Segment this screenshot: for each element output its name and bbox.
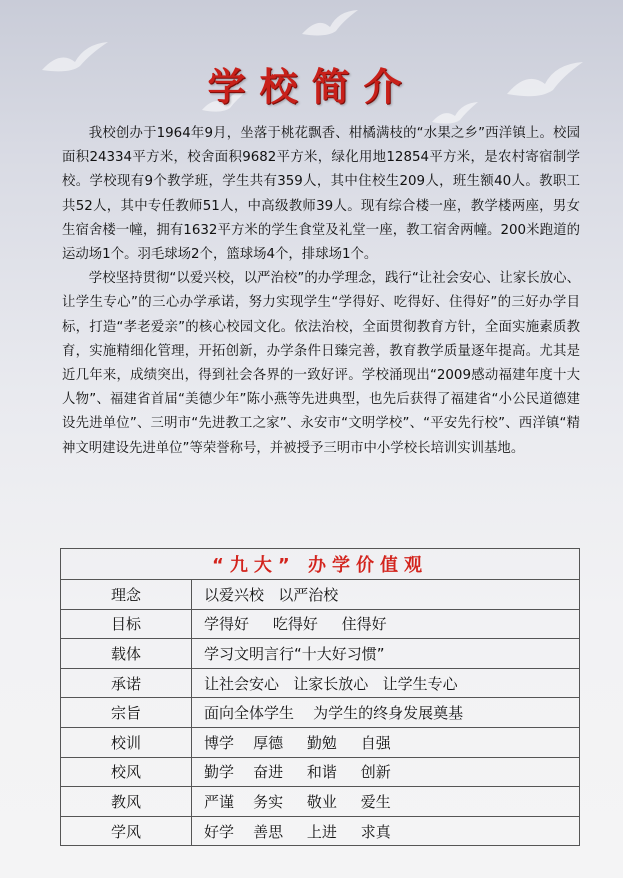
row-value: 学得好 吃得好 住得好 bbox=[192, 609, 580, 639]
bird-silhouette-icon bbox=[300, 8, 360, 43]
row-key: 理念 bbox=[61, 580, 192, 610]
row-value: 勤学 奋进 和谐 创新 bbox=[192, 757, 580, 787]
page-title: 学校简介 bbox=[207, 64, 416, 109]
row-key: 载体 bbox=[61, 639, 192, 669]
row-key: 校风 bbox=[61, 757, 192, 787]
table-row bbox=[61, 609, 580, 639]
table-row bbox=[61, 639, 580, 669]
row-value: 博学 厚德 勤勉 自强 bbox=[192, 727, 580, 757]
intro-paragraph: 学校坚持贯彻“以爱兴校，以严治校”的办学理念，践行“让社会安心、让家长放心、让学生专心”的三心办学承诺，努力实现学生“学得好、吃得好、住得好”的三好办学目标，打造“孝老爱亲”的核心校园文化。依法治校，全面贯彻教育方针，全面实施素质教育，实施精细化管理，开拓创新，办学条件日臻完善，教育教学质量逐年提高。尤其是近几年来，成绩突出，得到社会各界的一致好评。学校涌现出“2009感动福建年度十大人物”、福建省首届“美德少年”陈小燕等先进典型，也先后获得了福建省“小公民道德建设先进单位”、三明市“先进教工之家”、永安市“文明学校”、“平安先行校”、西洋镇“精神文明建设先进单位”等荣誉称号，并被授予三明市中小学校长培训实训基地。 bbox=[62, 271, 580, 456]
row-value: 学习文明言行“十大好习惯” bbox=[192, 639, 580, 669]
row-value: 好学 善思 上进 求真 bbox=[192, 816, 580, 846]
row-value: 让社会安心 让家长放心 让学生专心 bbox=[192, 668, 580, 698]
row-key: 宗旨 bbox=[61, 698, 192, 728]
row-key: 目标 bbox=[61, 609, 192, 639]
table-header-row bbox=[61, 549, 580, 580]
row-key: 承诺 bbox=[61, 668, 192, 698]
table-row bbox=[61, 727, 580, 757]
table-row bbox=[61, 787, 580, 817]
row-key: 校训 bbox=[61, 727, 192, 757]
table-row bbox=[61, 668, 580, 698]
row-value: 以爱兴校 以严治校 bbox=[192, 580, 580, 610]
values-table bbox=[60, 548, 580, 846]
intro-paragraph: 我校创办于1964年9月，坐落于桃花飘香、柑橘满枝的“水果之乡”西洋镇上。校园面积24334平方米，校舍面积9682平方米，绿化用地12854平方米，是农村寄宿制学校。学校现有9个教学班，学生共有359人，其中住校生209人，班生额40人。教职工共52人，其中专任教师51人，中高级教师39人。现有综合楼一座，教学楼两座，男女生宿舍楼一幢，拥有1632平方米的学生食堂及礼堂一座，教工宿舍两幢。200米跑道的运动场1个。羽毛球场2个，篮球场4个，排球场1个。 bbox=[62, 126, 580, 263]
table-header: “九大” 办学价值观 bbox=[61, 549, 580, 580]
row-value: 面向全体学生 为学生的终身发展奠基 bbox=[192, 698, 580, 728]
table-row bbox=[61, 757, 580, 787]
table-row bbox=[61, 698, 580, 728]
table-row bbox=[61, 580, 580, 610]
table-row bbox=[61, 816, 580, 846]
row-key: 学风 bbox=[61, 816, 192, 846]
intro-text bbox=[62, 122, 580, 461]
row-value: 严谨 务实 敬业 爱生 bbox=[192, 787, 580, 817]
row-key: 教风 bbox=[61, 787, 192, 817]
